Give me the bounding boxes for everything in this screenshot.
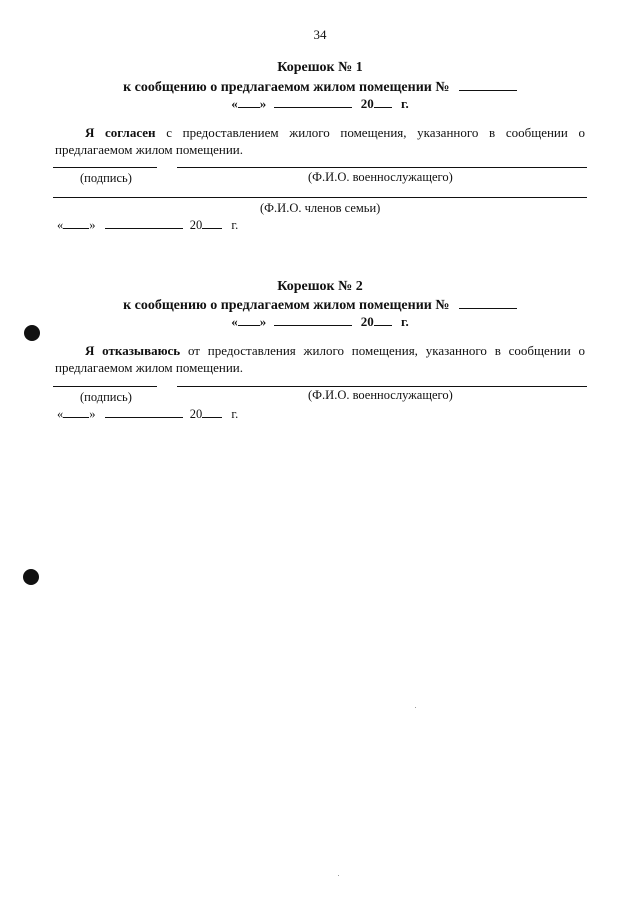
stub1-date-open: « bbox=[231, 96, 238, 111]
scan-speck bbox=[338, 875, 339, 876]
stub1-number-blank bbox=[459, 78, 517, 91]
stub2-sign-date-year: 20 bbox=[189, 407, 203, 421]
stub1-date-line bbox=[0, 95, 640, 112]
stub2-subtitle-line bbox=[0, 296, 640, 314]
stub2-year-blank bbox=[374, 313, 392, 326]
stub2-statement-rest: от предоставления жилого помещения, указанного в сообщении о предлагаемом жилом помещении. bbox=[55, 343, 585, 375]
stub2-day-blank bbox=[238, 313, 260, 326]
stub1-sign-date bbox=[57, 216, 238, 233]
stub1-sign-date-suffix: г. bbox=[231, 218, 239, 232]
stub1-subtitle-line bbox=[0, 78, 640, 96]
stub1-fio-line bbox=[177, 167, 587, 168]
stub1-signature-line bbox=[53, 167, 157, 168]
stub1-sign-month-blank bbox=[105, 216, 183, 229]
stub1-sign-day-blank bbox=[63, 216, 89, 229]
stub2-date-line bbox=[0, 313, 640, 330]
stub1-sign-year-blank bbox=[202, 216, 222, 229]
stub1-signature-label: (подпись) bbox=[80, 171, 132, 185]
stub1-sign-date-year: 20 bbox=[189, 218, 203, 232]
punch-hole-upper bbox=[24, 325, 40, 341]
stub1-subtitle: к сообщению о предлагаемом жилом помещении № bbox=[123, 80, 450, 95]
stub1-title: Корешок № 1 bbox=[277, 60, 363, 75]
stub1-month-blank bbox=[274, 95, 352, 108]
stub1-statement bbox=[55, 124, 585, 158]
page-number: 34 bbox=[313, 27, 327, 42]
stub2-statement bbox=[55, 342, 585, 376]
stub1-year-blank bbox=[374, 95, 392, 108]
punch-hole-lower bbox=[23, 569, 39, 585]
stub2-title: Корешок № 2 bbox=[277, 279, 363, 294]
stub2-sign-date-suffix: г. bbox=[231, 407, 239, 421]
stub2-date-close: » bbox=[259, 314, 267, 329]
stub2-sign-month-blank bbox=[105, 405, 183, 418]
stub2-sign-day-blank bbox=[63, 405, 89, 418]
stub1-family-label: (Ф.И.О. членов семьи) bbox=[260, 201, 381, 215]
scan-speck bbox=[415, 707, 416, 708]
stub1-date-close: » bbox=[259, 96, 267, 111]
stub1-date-year: 20 bbox=[360, 96, 374, 111]
stub2-sign-date-open: « bbox=[57, 407, 64, 421]
stub1-date-suffix: г. bbox=[401, 96, 409, 111]
stub2-date-year: 20 bbox=[360, 314, 374, 329]
stub1-statement-bold: Я согласен bbox=[85, 125, 156, 140]
stub1-day-blank bbox=[238, 95, 260, 108]
stub1-sign-date-close: » bbox=[89, 218, 96, 232]
stub2-signature-line bbox=[53, 386, 157, 387]
stub2-subtitle: к сообщению о предлагаемом жилом помещении № bbox=[123, 298, 450, 313]
stub2-number-blank bbox=[459, 296, 517, 309]
stub2-signature-label: (подпись) bbox=[80, 390, 132, 404]
stub2-sign-year-blank bbox=[202, 405, 222, 418]
stub1-fio-label: (Ф.И.О. военнослужащего) bbox=[308, 170, 453, 184]
stub2-fio-label: (Ф.И.О. военнослужащего) bbox=[308, 388, 453, 402]
stub2-sign-date bbox=[57, 405, 238, 422]
stub1-statement-rest: с предоставлением жилого помещения, указанного в сообщении о предлагаемом жилом помещении. bbox=[55, 125, 586, 157]
stub1-sign-date-open: « bbox=[57, 218, 64, 232]
stub2-statement-bold: Я отказываюсь bbox=[85, 343, 181, 358]
stub2-date-suffix: г. bbox=[401, 314, 409, 329]
stub2-date-open: « bbox=[231, 314, 238, 329]
stub2-month-blank bbox=[274, 313, 352, 326]
stub2-fio-line bbox=[177, 386, 587, 387]
stub1-family-line bbox=[53, 197, 587, 198]
stub2-sign-date-close: » bbox=[89, 407, 96, 421]
